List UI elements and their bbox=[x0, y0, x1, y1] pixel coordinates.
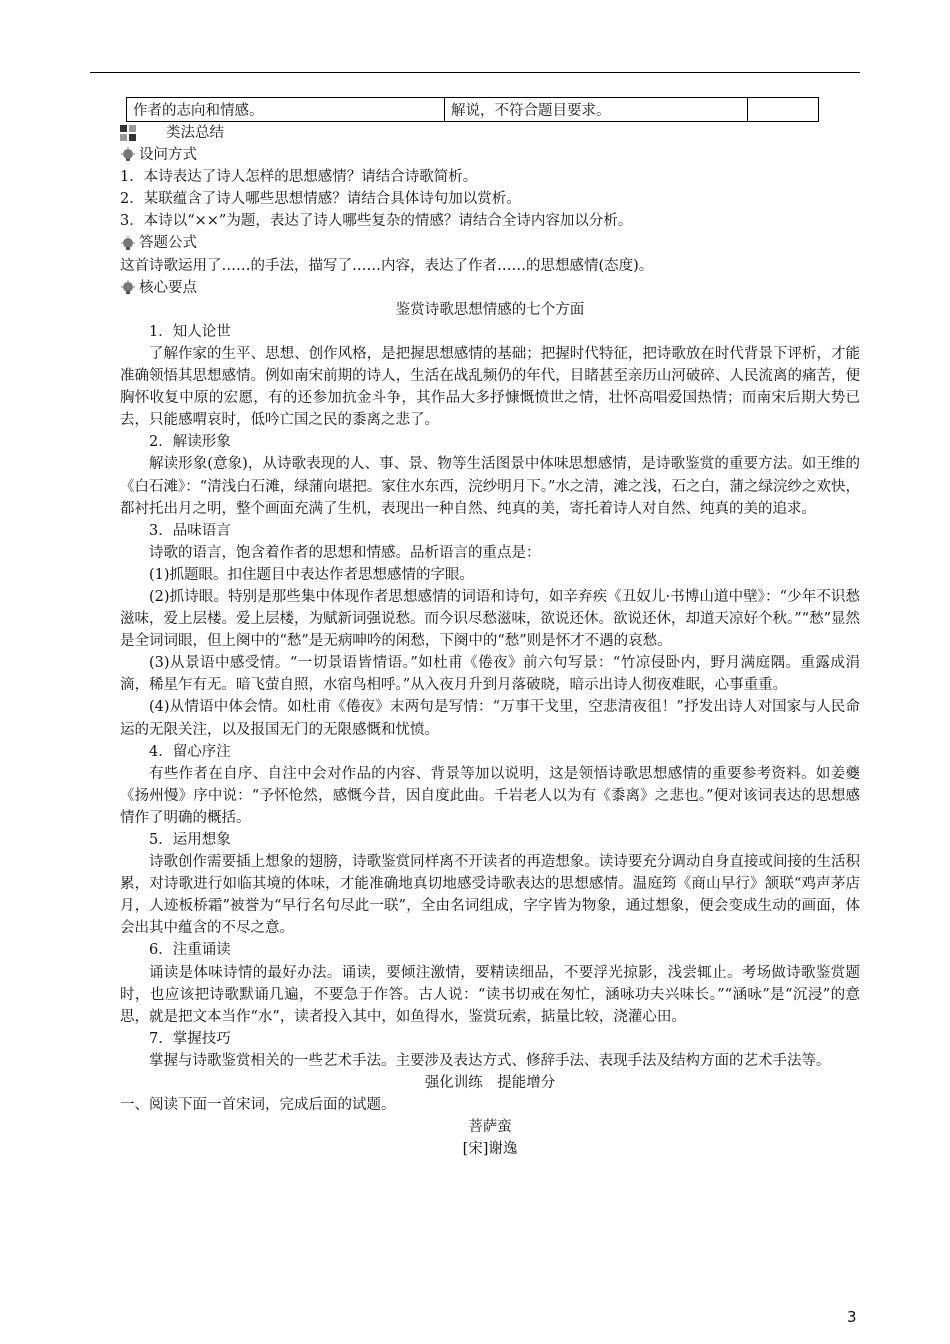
sub-heading-core bbox=[120, 277, 860, 299]
sub-heading-text: 设问方式 bbox=[139, 147, 197, 164]
point-subitem: (4)从情语中体会情。如杜甫《倦夜》末两句是写情：“万事干戈里，空悲清夜徂！”抒发出诗人对国家与人民命运的无限关注，以及报国无门的无限感慨和忧愤。 bbox=[120, 699, 860, 738]
list-item: 2．某联蕴含了诗人哪些思想情感？请结合具体诗句加以赏析。 bbox=[120, 191, 521, 208]
point-subitem: (3)从景语中感受情。“一切景语皆情语。”如杜甫《倦夜》前六句写景：“竹凉侵卧内，野月满庭隅。重露成涓滴，稀星乍有无。暗飞萤自照，水宿鸟相呼。”从入夜月升到月落破晓，暗示出诗人彻夜难眠，心事重重。 bbox=[120, 655, 860, 694]
grid-squares-icon bbox=[120, 125, 136, 141]
point-text: 有些作者在自序、自注中会对作品的内容、背景等加以说明，这是领悟诗歌思想感情的重要参考资料。如姜夔《扬州慢》序中说：“予怀怆然，感慨今昔，因自度此曲。千岩老人以为有《黍离》之悲也。”便对该词表达的思想感情作了明确的概括。 bbox=[120, 765, 860, 826]
point-subitem: (1)抓题眼。扣住题目中表达作者思想感情的字眼。 bbox=[149, 566, 475, 583]
header-rule bbox=[90, 72, 860, 73]
table-cell bbox=[748, 98, 819, 122]
lightbulb-icon bbox=[120, 147, 136, 163]
point-subitem: (2)抓诗眼。特别是那些集中体现作者思想感情的词语和诗句，如辛弃疾《丑奴儿·书博山道中壁》：“少年不识愁滋味，爱上层楼。爱上层楼，为赋新词强说愁。而今识尽愁滋味，欲说还休。欲说还休，却道天凉好个秋。”“愁”显然是全词词眼，但上阕中的“愁”是无病呻吟的闲愁，下阕中的“愁”则是怀才不遇的哀愁。 bbox=[120, 588, 860, 650]
point-title: 1．知人论世 bbox=[149, 323, 231, 340]
sub-heading-question bbox=[120, 144, 860, 166]
list-item: 1．本诗表达了诗人怎样的思想感情？请结合诗歌简析。 bbox=[120, 169, 478, 186]
sub-heading-text: 答题公式 bbox=[139, 235, 197, 252]
section-title-text: 类法总结 bbox=[166, 125, 224, 141]
poem-author: [宋]谢逸 bbox=[462, 1141, 518, 1158]
point-title: 6．注重诵读 bbox=[149, 942, 231, 959]
list-item: 3．本诗以“××”为题，表达了诗人哪些复杂的情感？请结合全诗内容加以分析。 bbox=[120, 213, 633, 230]
answer-table bbox=[126, 97, 819, 122]
point-text: 掌握与诗歌鉴赏相关的一些艺术手法。主要涉及表达方式、修辞手法、表现手法及结构方面的艺术手法等。 bbox=[149, 1052, 831, 1069]
point-title: 2．解读形象 bbox=[149, 434, 231, 451]
table-cell: 解说，不符合题目要求。 bbox=[445, 98, 748, 122]
section-title bbox=[120, 122, 860, 144]
point-text: 了解作家的生平、思想、创作风格，是把握思想感情的基础；把握时代特征，把诗歌放在时代背景下评析，才能准确领悟其思想感情。例如南宋前期的诗人，生活在战乱频仍的年代，目睹甚至亲历山河破碎、人民流离的痛苦，便胸怀收复中原的宏愿，有的还参加抗金斗争，其作品大多抒慷慨愤世之情，壮怀高唱爱国热情；而南宋后期大势已去，只能感喟哀时，低吟亡国之民的黍离之悲了。 bbox=[120, 345, 860, 429]
page-number: 3 bbox=[847, 1308, 857, 1326]
point-text: 诵读是体味诗情的最好办法。诵读，要倾注激情，要精读细品，不要浮光掠影，浅尝辄止。考场做诗歌鉴赏题时，也应该把诗歌默诵几遍，不要急于作答。古人说：“读书切戒在匆忙，涵咏功夫兴味长。”“涵咏”是“沉浸”的意思，就是把文本当作“水”，读者投入其中，如鱼得水，鉴赏玩索，掂量比较，浇灌心田。 bbox=[120, 964, 860, 1025]
point-title: 4．留心序注 bbox=[149, 743, 231, 760]
main-content bbox=[120, 122, 860, 1160]
core-heading: 鉴赏诗歌思想情感的七个方面 bbox=[395, 301, 585, 318]
lightbulb-icon bbox=[120, 236, 136, 252]
point-text: 诗歌的语言，饱含着作者的思想和情感。品析语言的重点是： bbox=[149, 544, 541, 561]
point-title: 7．掌握技巧 bbox=[149, 1030, 231, 1047]
point-text: 解读形象(意象)，从诗歌表现的人、事、景、物等生活图景中体味思想感情，是诗歌鉴赏的重要方法。如王维的《白石滩》：“清浅白石滩，绿蒲向堪把。家住水东西，浣纱明月下。”水之清，滩之浅，石之白，蒲之绿浣纱之欢快，都衬托出月之明，整个画面充满了生机，表现出一种自然、纯真的美，寄托着诗人对自然、纯真的美的追求。 bbox=[120, 456, 860, 517]
formula-text: 这首诗歌运用了……的手法，描写了……内容，表达了作者……的思想感情(态度)。 bbox=[120, 257, 654, 274]
poem-title: 菩萨蛮 bbox=[468, 1119, 512, 1136]
sub-heading-formula bbox=[120, 232, 860, 254]
point-title: 5．运用想象 bbox=[149, 832, 231, 848]
point-text: 诗歌创作需要插上想象的翅膀，诗歌鉴赏同样离不开读者的再造想象。读诗要充分调动自身直接或间接的生活积累，对诗歌进行如临其境的体味，才能准确地真切地感受诗歌表达的思想感情。温庭筠《商山早行》颔联“鸡声茅店月，人迹板桥霜”被誉为“早行名句尽此一联”，全由名词组成，字字皆为物象，通过想象，便会变成生动的画面，体会出其中蕴含的不尽之意。 bbox=[120, 854, 860, 937]
point-title: 3．品味语言 bbox=[149, 522, 231, 539]
training-instruction: 一、阅读下面一首宋词，完成后面的试题。 bbox=[120, 1097, 396, 1114]
sub-heading-text: 核心要点 bbox=[139, 279, 197, 296]
table-cell: 作者的志向和情感。 bbox=[127, 98, 445, 122]
table-row bbox=[127, 98, 819, 122]
lightbulb-icon bbox=[120, 280, 136, 296]
training-heading: 强化训练 提能增分 bbox=[424, 1075, 556, 1092]
